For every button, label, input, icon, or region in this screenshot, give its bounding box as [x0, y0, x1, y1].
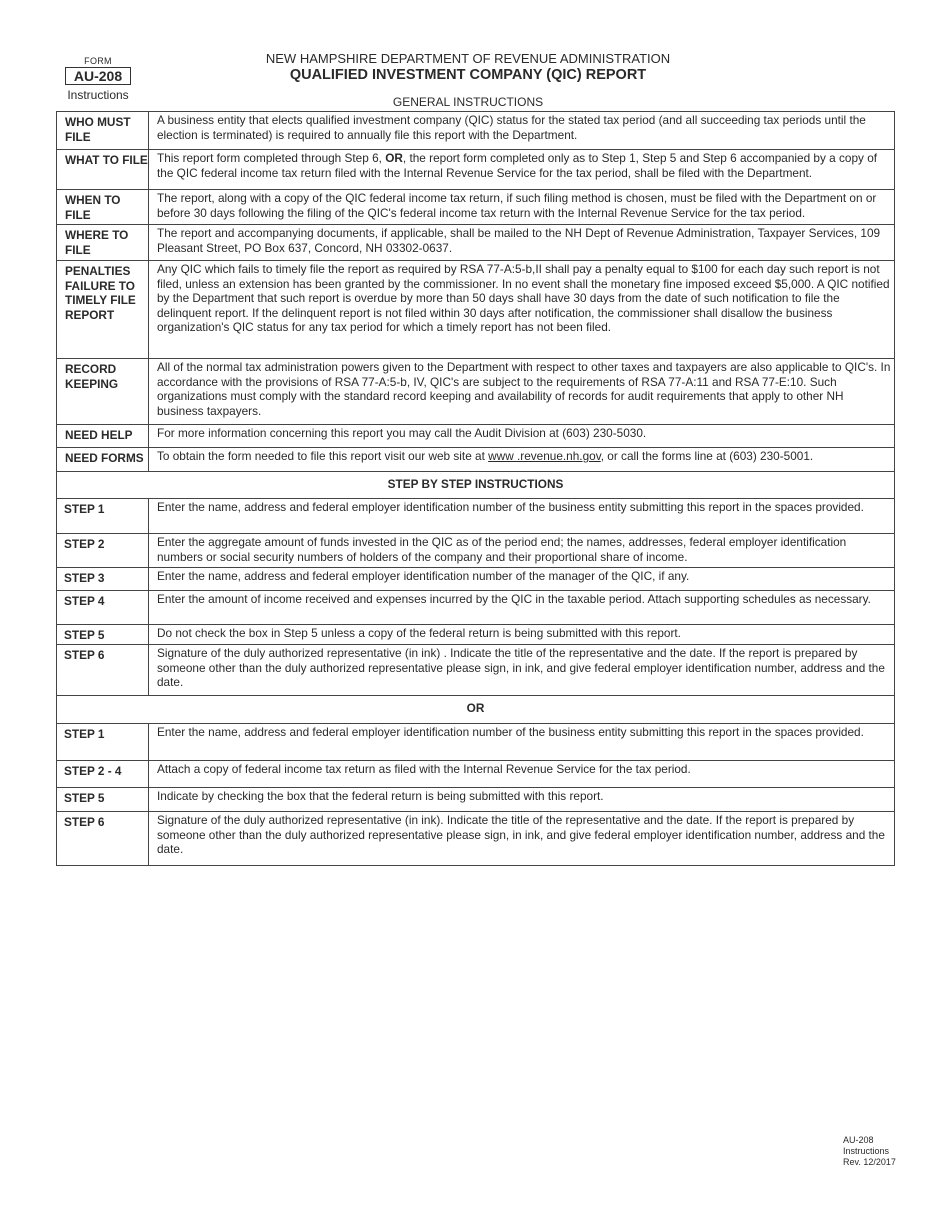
- step-label: STEP 6: [57, 812, 149, 866]
- general-row-when: [57, 190, 895, 225]
- department-name: NEW HAMPSHIRE DEPARTMENT OF REVENUE ADMINISTRATION: [265, 51, 671, 66]
- general-row-what: [57, 150, 895, 190]
- step-text: Enter the name, address and federal employer identification number of the business entity submitting this report in the spaces provided.: [149, 724, 895, 761]
- row-text: [149, 448, 895, 472]
- form-label: FORM: [84, 56, 112, 66]
- step-text: Indicate by checking the box that the federal return is being submitted with this report.: [149, 788, 895, 812]
- step-section-title: STEP BY STEP INSTRUCTIONS: [57, 472, 895, 499]
- row-text: A business entity that elects qualified investment company (QIC) status for the stated tax period (and all succeeding tax periods until the election is terminated) is required to annually file this report with the Department.: [149, 112, 895, 150]
- row-text: Any QIC which fails to timely file the report as required by RSA 77-A:5-b,II shall pay a penalty equal to $100 for each day such report is not filed, unless an extension has been granted by the commissioner. In no event shall the monetary fine imposed exceed $5,000. A QIC notified by the Department that such report is overdue by more than 50 days shall have 30 days from the date of such notification to file the delinquent report. If the delinquent report is not filed within 30 days after notification, the commissioner shall disallow the business organization's QIC status for any tax period for which a timely report has not been filed.: [149, 261, 895, 359]
- step-text: Enter the aggregate amount of funds invested in the QIC as of the period end; the names, addresses, federal employer identification numbers or social security numbers of holders of the company and their proportional share of income.: [149, 534, 895, 568]
- general-row-penalties: [57, 261, 895, 359]
- or-emphasis: OR: [385, 151, 403, 165]
- row-text: [149, 150, 895, 190]
- alt-step-row: [57, 788, 895, 812]
- step-label: STEP 5: [57, 788, 149, 812]
- step-row: [57, 591, 895, 625]
- row-label: WHO MUST FILE: [57, 112, 149, 150]
- row-label: PENALTIES FAILURE TO TIMELY FILE REPORT: [57, 261, 149, 359]
- footer-revision: Rev. 12/2017: [843, 1157, 896, 1167]
- alt-step-row: [57, 724, 895, 761]
- step-label: STEP 2 - 4: [57, 761, 149, 788]
- step-text: Enter the name, address and federal employer identification number of the business entity submitting this report in the spaces provided.: [149, 499, 895, 534]
- general-row-help: [57, 425, 895, 448]
- step-text: Attach a copy of federal income tax return as filed with the Internal Revenue Service for the tax period.: [149, 761, 895, 788]
- row-label: NEED FORMS: [57, 448, 149, 472]
- row-label: WHEN TO FILE: [57, 190, 149, 225]
- revision-footer: [843, 1135, 896, 1168]
- step-label: STEP 6: [57, 645, 149, 696]
- step-label: STEP 3: [57, 568, 149, 591]
- or-separator-row: [57, 696, 895, 724]
- page-title: QUALIFIED INVESTMENT COMPANY (QIC) REPORT: [289, 67, 647, 83]
- row-text: The report and accompanying documents, if applicable, shall be mailed to the NH Dept of Revenue Administration, Taxpayer Services, 109 Pleasant Street, PO Box 637, Concord, NH 03302-0637.: [149, 225, 895, 261]
- alt-step-row: [57, 761, 895, 788]
- step-section-header: [57, 472, 895, 499]
- general-row-records: [57, 359, 895, 425]
- row-text: For more information concerning this report you may call the Audit Division at (603) 230-5030.: [149, 425, 895, 448]
- step-label: STEP 4: [57, 591, 149, 625]
- footer-form-number: AU-208: [843, 1135, 874, 1145]
- row-text: The report, along with a copy of the QIC federal income tax return, if such filing method is chosen, must be filed with the Department on or before 30 days following the filing of the QIC's federal income tax return with the Internal Revenue Service for the tax period.: [149, 190, 895, 225]
- row-label: WHERE TO FILE: [57, 225, 149, 261]
- step-label: STEP 1: [57, 724, 149, 761]
- step-text: Enter the amount of income received and expenses incurred by the QIC in the taxable period. Attach supporting schedules as necessary.: [149, 591, 895, 625]
- step-row: [57, 625, 895, 645]
- text-part: , or call the forms line at (603) 230-5001.: [600, 449, 814, 463]
- step-label: STEP 1: [57, 499, 149, 534]
- step-text: Enter the name, address and federal employer identification number of the manager of the QIC, if any.: [149, 568, 895, 591]
- text-part: To obtain the form needed to file this report visit our web site at: [157, 449, 489, 463]
- step-row: [57, 645, 895, 696]
- step-row: [57, 568, 895, 591]
- form-number: AU-208: [65, 67, 131, 85]
- instructions-table: [56, 111, 895, 866]
- footer-doc-type: Instructions: [843, 1146, 890, 1156]
- website-link[interactable]: www .revenue.nh.gov: [488, 449, 601, 463]
- or-separator: OR: [57, 696, 895, 724]
- text-part: , the report form completed only as to Step 1, Step 5 and Step 6 accompanied by a copy of the QIC federal income tax return filed with the Internal Revenue Service for the tax period, shall be filed with the Department.: [157, 151, 878, 180]
- step-row: [57, 534, 895, 568]
- row-text: All of the normal tax administration powers given to the Department with respect to other taxes and taxpayers are also applicable to QIC's. In accordance with the provisions of RSA 77-A:5-b, IV, QIC's are subject to the requirements of RSA 77-A:11 and RSA 77-E:10. Such organizations must comply with the standard record keeping and availability of records for audit requirements that apply to other NH business taxpayers.: [149, 359, 895, 425]
- row-label: WHAT TO FILE: [57, 150, 149, 190]
- step-text: Do not check the box in Step 5 unless a copy of the federal return is being submitted with this report.: [149, 625, 895, 645]
- section-heading: GENERAL INSTRUCTIONS: [392, 95, 544, 109]
- step-row: [57, 499, 895, 534]
- step-label: STEP 2: [57, 534, 149, 568]
- general-row-where: [57, 225, 895, 261]
- alt-step-row: [57, 812, 895, 866]
- general-row-forms: [57, 448, 895, 472]
- general-row-who: [57, 112, 895, 150]
- step-text: Signature of the duly authorized representative (in ink) . Indicate the title of the representative and the date. If the report is prepared by someone other than the duly authorized representative please sign, in ink, and give federal employer identification number, address and the date.: [149, 645, 895, 696]
- row-label: RECORD KEEPING: [57, 359, 149, 425]
- row-label: NEED HELP: [57, 425, 149, 448]
- text-part: This report form completed through Step 6,: [157, 151, 382, 165]
- step-label: STEP 5: [57, 625, 149, 645]
- form-id-block: [62, 56, 134, 102]
- step-text: Signature of the duly authorized representative (in ink). Indicate the title of the representative and the date. If the report is prepared by someone other than the duly authorized representative please sign, in ink, and give federal employer identification number, address and the date.: [149, 812, 895, 866]
- form-subtitle: Instructions: [67, 88, 129, 102]
